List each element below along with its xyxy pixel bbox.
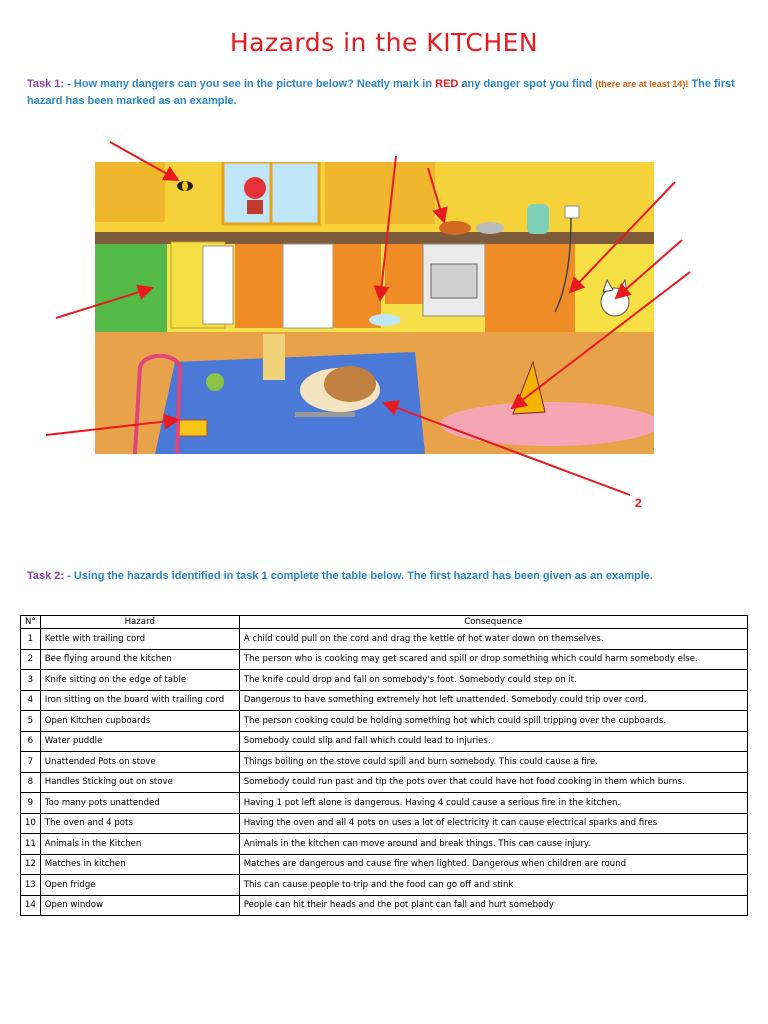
row-hazard: Bee flying around the kitchen — [40, 649, 239, 670]
row-consequence: Somebody could run past and tip the pots over that could have hot food cooking in them which burns. — [239, 772, 747, 793]
table-row — [21, 895, 748, 916]
task1-label: Task 1: — [27, 78, 65, 90]
row-number: 1 — [21, 629, 41, 650]
header-hazard: Hazard — [40, 616, 239, 629]
kettle-icon — [527, 204, 549, 234]
row-consequence: Things boiling on the stove could spill and burn somebody. This could cause a fire. — [239, 752, 747, 773]
row-number: 14 — [21, 895, 41, 916]
row-consequence: Having 1 pot left alone is dangerous. Having 4 could cause a serious fire in the kitchen. — [239, 793, 747, 814]
pot-icon — [439, 221, 471, 235]
task2-label: Task 2: — [27, 570, 65, 582]
task1-text-c: The first hazard has been marked as an example. — [27, 78, 735, 107]
row-consequence: This can cause people to trip and the food can go off and stink — [239, 875, 747, 896]
fridge — [95, 244, 167, 334]
row-hazard: Too many pots unattended — [40, 793, 239, 814]
task2-instructions — [27, 568, 747, 585]
row-hazard: Iron sitting on the board with trailing cord — [40, 690, 239, 711]
table-row — [21, 649, 748, 670]
knife-icon — [295, 412, 355, 417]
row-hazard: Open Kitchen cupboards — [40, 711, 239, 732]
row-number: 5 — [21, 711, 41, 732]
row-consequence: Animals in the kitchen can move around and break things. This can cause injury. — [239, 834, 747, 855]
task1-red-word: RED — [435, 78, 459, 90]
row-number: 4 — [21, 690, 41, 711]
row-consequence: The knife could drop and fall on somebody's foot. Somebody could step on it. — [239, 670, 747, 691]
row-number: 2 — [21, 649, 41, 670]
task1-text-a: - How many dangers can you see in the picture below? Neatly mark in — [64, 78, 436, 90]
row-number: 13 — [21, 875, 41, 896]
row-consequence: People can hit their heads and the pot plant can fall and hurt somebody — [239, 895, 747, 916]
row-number: 7 — [21, 752, 41, 773]
row-consequence: Dangerous to have something extremely hot left unattended. Somebody could trip over cord. — [239, 690, 747, 711]
row-hazard: Animals in the Kitchen — [40, 834, 239, 855]
table-row — [21, 670, 748, 691]
row-hazard: Matches in kitchen — [40, 854, 239, 875]
row-hazard: Knife sitting on the edge of table — [40, 670, 239, 691]
page-title: Hazards in the KITCHEN — [229, 28, 539, 57]
row-hazard: Unattended Pots on stove — [40, 752, 239, 773]
row-consequence: The person cooking could be holding something hot which could spill tripping over the cupboards. — [239, 711, 747, 732]
row-hazard: The oven and 4 pots — [40, 813, 239, 834]
row-hazard: Water puddle — [40, 731, 239, 752]
kitchen-illustration — [95, 162, 654, 454]
marker-number: 2 — [635, 496, 642, 510]
task2-text: - Using the hazards identified in task 1 complete the table below. The first hazard has been given as an example. — [64, 570, 653, 582]
task1-instructions — [27, 76, 747, 110]
pot-plant-icon — [244, 177, 266, 199]
row-consequence: Matches are dangerous and cause fire when lighted. Dangerous when children are round — [239, 854, 747, 875]
header-consequence: Consequence — [239, 616, 747, 629]
row-consequence: A child could pull on the cord and drag the kettle of hot water down on themselves. — [239, 629, 747, 650]
row-consequence: Having the oven and all 4 pots on uses a lot of electricity it can cause electrical sparks and fires — [239, 813, 747, 834]
row-number: 9 — [21, 793, 41, 814]
table-row — [21, 752, 748, 773]
row-number: 10 — [21, 813, 41, 834]
table — [155, 352, 425, 454]
header-number: N° — [21, 616, 41, 629]
row-number: 12 — [21, 854, 41, 875]
table-row — [21, 772, 748, 793]
row-hazard: Open window — [40, 895, 239, 916]
row-number: 6 — [21, 731, 41, 752]
table-row — [21, 854, 748, 875]
water-puddle — [369, 314, 401, 326]
table-row — [21, 813, 748, 834]
row-hazard: Handles Sticking out on stove — [40, 772, 239, 793]
bread-icon — [324, 366, 376, 402]
table-row — [21, 629, 748, 650]
matches-icon — [179, 420, 207, 436]
table-row — [21, 793, 748, 814]
ironing-board — [440, 402, 654, 446]
table-row — [21, 731, 748, 752]
row-number: 8 — [21, 772, 41, 793]
row-hazard: Open fridge — [40, 875, 239, 896]
table-header-row — [21, 616, 748, 629]
table-row — [21, 875, 748, 896]
row-hazard: Kettle with trailing cord — [40, 629, 239, 650]
task1-note: (there are at least 14)! — [595, 79, 689, 89]
row-consequence: The person who is cooking may get scared and spill or drop something which could harm somebody else. — [239, 649, 747, 670]
row-number: 11 — [21, 834, 41, 855]
hazard-table — [20, 615, 748, 916]
row-number: 3 — [21, 670, 41, 691]
table-row — [21, 711, 748, 732]
table-row — [21, 834, 748, 855]
task1-text-b: any danger spot you find — [458, 78, 596, 90]
row-consequence: Somebody could slip and fall which could lead to injuries. — [239, 731, 747, 752]
table-row — [21, 690, 748, 711]
